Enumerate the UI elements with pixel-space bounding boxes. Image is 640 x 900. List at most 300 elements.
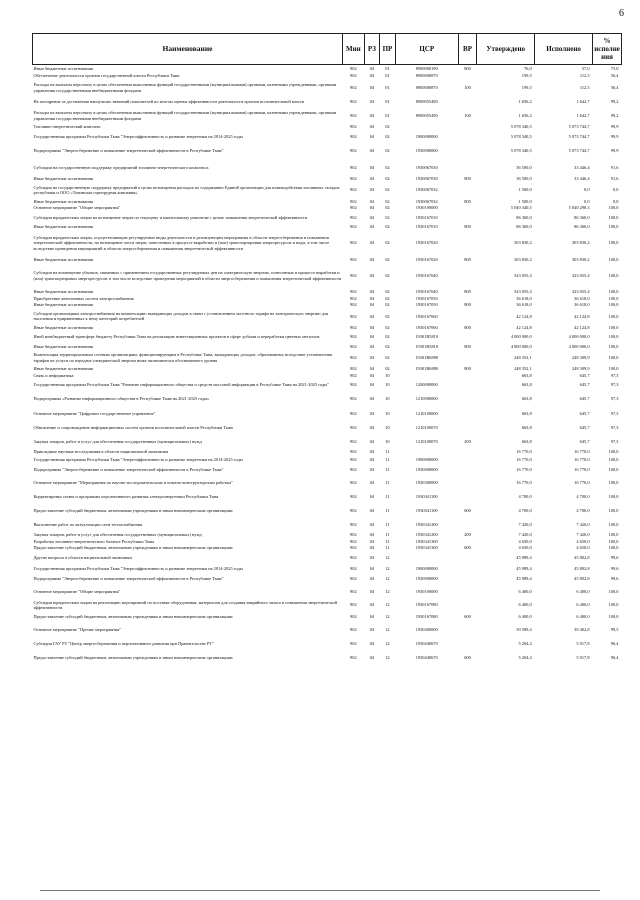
table-row bbox=[33, 205, 622, 212]
table-row bbox=[33, 623, 622, 637]
cell-csr: 8900055490 bbox=[415, 112, 438, 118]
cell-percent: 100,0 bbox=[608, 343, 619, 349]
table-row bbox=[33, 517, 622, 531]
cell-pr: 12 bbox=[385, 566, 390, 572]
cell-pr: 02 bbox=[385, 240, 390, 246]
cell-percent: 100,0 bbox=[608, 256, 619, 262]
cell-name: Иные бюджетные ассигнования bbox=[33, 289, 93, 295]
cell-pr: 02 bbox=[385, 148, 390, 154]
cell-name: Субсидии на государственную поддержку предприятий топливно-энергетического комплекса bbox=[33, 164, 209, 170]
cell-percent: 75,0 bbox=[610, 65, 619, 71]
cell-executed: 4 650,0 bbox=[576, 545, 590, 551]
cell-pr: 11 bbox=[385, 538, 390, 544]
cell-csr: 1930341300 bbox=[415, 538, 438, 544]
table-row bbox=[33, 80, 622, 96]
cell-approved: 86 360,0 bbox=[516, 223, 532, 229]
cell-name: Основное мероприятие "Цифровое государственное управление" bbox=[33, 411, 156, 417]
cell-percent: 100,0 bbox=[608, 449, 619, 455]
table-row bbox=[33, 435, 622, 449]
cell-min: 902 bbox=[350, 456, 357, 462]
cell-min: 902 bbox=[350, 198, 357, 204]
cell-approved: 5 204,4 bbox=[518, 641, 532, 647]
cell-rz: 04 bbox=[369, 133, 375, 139]
cell-min: 902 bbox=[350, 466, 357, 472]
cell-approved: 1 500,0 bbox=[518, 198, 532, 204]
cell-name: Иной межбюджетный трансферт бюджету Республики Тыва на реализацию инвестиционных проектов в сфере добычи и переработки цветных металлов bbox=[33, 334, 320, 340]
cell-pr: 12 bbox=[385, 614, 390, 620]
cell-approved: 7 420,0 bbox=[518, 521, 532, 527]
table-row bbox=[33, 449, 622, 456]
cell-executed: 45 802,8 bbox=[574, 555, 590, 561]
cell-rz: 04 bbox=[369, 256, 375, 262]
cell-min: 902 bbox=[350, 396, 357, 402]
table-row bbox=[33, 263, 622, 289]
cell-rz: 04 bbox=[369, 396, 375, 402]
cell-rz: 04 bbox=[369, 205, 375, 211]
cell-min: 902 bbox=[350, 655, 357, 661]
table-row bbox=[33, 391, 622, 407]
cell-executed: 16 770,0 bbox=[574, 449, 590, 455]
cell-csr: 1930100000 bbox=[415, 589, 438, 595]
cell-name: Основное мероприятие "Мероприятия по научно-исследовательским и опытно-конструкторским работам" bbox=[33, 479, 233, 485]
cell-pr: 02 bbox=[385, 289, 390, 295]
table-row bbox=[33, 421, 622, 435]
cell-csr: 1930067030 bbox=[415, 164, 438, 170]
cell-name: Другие вопросы в области национальной экономики bbox=[33, 555, 132, 561]
cell-percent: 99,6 bbox=[610, 566, 619, 572]
cell-name: Иные бюджетные ассигнования bbox=[33, 343, 93, 349]
cell-vr bbox=[458, 230, 477, 256]
cell-min: 902 bbox=[350, 366, 357, 372]
cell-percent: 91,6 bbox=[610, 164, 619, 170]
cell-name: Расходы на выплаты персоналу в целях обеспечения выполнения функций государственными (муниципальными) органами, казенными учреждениями, органами управления государственными внебюджетными фондами bbox=[33, 82, 337, 93]
cell-name: Топливно-энергетический комплекс bbox=[33, 124, 101, 130]
cell-pr: 02 bbox=[385, 198, 390, 204]
cell-name: Подпрограмма «Развитие информационного общества в Республике Тыва на 2021-2025 годы» bbox=[33, 396, 210, 402]
cell-approved: 303 830,2 bbox=[514, 256, 532, 262]
cell-approved: 248 352,1 bbox=[514, 354, 532, 360]
cell-executed: 7 420,0 bbox=[576, 531, 590, 537]
table-row bbox=[33, 176, 622, 183]
cell-percent: 100,0 bbox=[608, 295, 619, 301]
cell-executed: 248 309,9 bbox=[571, 354, 590, 360]
cell-min: 902 bbox=[350, 614, 357, 620]
table-row bbox=[33, 573, 622, 585]
cell-executed: 645,7 bbox=[579, 425, 590, 431]
cell-csr: 1200000000 bbox=[415, 382, 438, 388]
cell-vr: 600 bbox=[464, 655, 471, 661]
cell-min: 902 bbox=[350, 313, 357, 319]
cell-vr bbox=[458, 160, 477, 176]
cell-approved: 16 770,0 bbox=[516, 479, 532, 485]
cell-csr: 1930167050 bbox=[415, 295, 438, 301]
cell-min: 902 bbox=[350, 493, 357, 499]
cell-approved: 663,8 bbox=[521, 396, 532, 402]
cell-executed: 645,7 bbox=[579, 439, 590, 445]
cell-vr bbox=[458, 263, 477, 289]
table-row bbox=[33, 463, 622, 475]
cell-rz: 04 bbox=[369, 576, 375, 582]
cell-percent: 99,2 bbox=[610, 112, 619, 118]
cell-vr bbox=[458, 372, 477, 379]
cell-pr: 02 bbox=[385, 214, 390, 220]
cell-pr: 12 bbox=[385, 641, 390, 647]
cell-name: Государственная программа Республики Тыва "Развитие информационного общества и средств массовой информации в Республике Тыва на 2021-2025 годы" bbox=[33, 382, 329, 388]
cell-vr: 800 bbox=[464, 65, 471, 71]
header-csr: ЦСР bbox=[395, 34, 458, 65]
cell-rz: 04 bbox=[369, 493, 375, 499]
cell-percent: 99,5 bbox=[610, 627, 619, 633]
cell-executed: 645,7 bbox=[579, 382, 590, 388]
table-row bbox=[33, 198, 622, 205]
cell-approved: 4 000 000,0 bbox=[510, 334, 532, 340]
cell-name: Государственная программа Республики Тыва "Энергоэффективность и развитие энергетики на 2014-2025 годы bbox=[33, 133, 243, 139]
cell-approved: 303 830,2 bbox=[514, 240, 532, 246]
cell-csr: 1210000000 bbox=[415, 396, 438, 402]
cell-name: Предоставление субсидий бюджетным, автономным учреждениям и иным некоммерческим организациям bbox=[33, 655, 233, 661]
cell-vr bbox=[458, 407, 477, 421]
cell-vr bbox=[458, 421, 477, 435]
cell-vr bbox=[458, 475, 477, 489]
cell-name: Предоставление субсидий бюджетным, автономным учреждениям и иным некоммерческим организациям bbox=[33, 507, 233, 513]
cell-min: 902 bbox=[350, 538, 357, 544]
cell-min: 902 bbox=[350, 65, 357, 71]
cell-min: 902 bbox=[350, 256, 357, 262]
cell-percent: 0,0 bbox=[613, 187, 619, 193]
cell-pr: 02 bbox=[385, 295, 390, 301]
cell-percent: 96,4 bbox=[610, 655, 619, 661]
cell-executed: 323 055,4 bbox=[571, 289, 590, 295]
cell-min: 902 bbox=[350, 164, 357, 170]
cell-name: Выполнение работ по актуализации схем теплоснабжения bbox=[33, 521, 143, 527]
cell-vr: 800 bbox=[464, 256, 471, 262]
cell-name: Закупка товаров, работ и услуг для обеспечения государственных (муниципальных) нужд bbox=[33, 439, 202, 445]
cell-vr bbox=[458, 72, 477, 80]
cell-pr: 02 bbox=[385, 272, 390, 278]
cell-csr: 1930167080 bbox=[415, 614, 438, 620]
cell-approved: 36 618,0 bbox=[516, 302, 532, 308]
header-name: Наименование bbox=[33, 34, 343, 65]
cell-name: Иные бюджетные ассигнования bbox=[33, 176, 93, 182]
cell-csr: 1930167020 bbox=[415, 256, 438, 262]
cell-min: 902 bbox=[350, 302, 357, 308]
cell-rz: 04 bbox=[369, 176, 375, 182]
cell-approved: 1 656,2 bbox=[518, 98, 532, 104]
cell-percent: 100,0 bbox=[608, 614, 619, 620]
cell-executed: 112,5 bbox=[579, 72, 590, 78]
table-row bbox=[33, 538, 622, 545]
table-row bbox=[33, 565, 622, 573]
table-row bbox=[33, 182, 622, 198]
cell-csr: 1930067030 bbox=[415, 176, 438, 182]
cell-approved: 6 400,0 bbox=[518, 589, 532, 595]
cell-csr: 1930167040 bbox=[415, 289, 438, 295]
cell-rz: 04 bbox=[369, 112, 375, 118]
cell-min: 902 bbox=[350, 439, 357, 445]
cell-min: 902 bbox=[350, 627, 357, 633]
cell-name: Субсидии юридическим лицам на возмещение затрат по текущему и капитальному ремонтам с целью повышения энергетической эффективности bbox=[33, 214, 308, 220]
cell-executed: 6 400,0 bbox=[576, 602, 590, 608]
cell-vr bbox=[458, 391, 477, 407]
cell-min: 902 bbox=[350, 295, 357, 301]
cell-min: 902 bbox=[350, 566, 357, 572]
cell-vr: 800 bbox=[464, 366, 471, 372]
cell-pr: 11 bbox=[385, 531, 390, 537]
cell-approved: 5 204,4 bbox=[518, 655, 532, 661]
table-row bbox=[33, 350, 622, 366]
cell-csr: 1210100070 bbox=[415, 425, 438, 431]
cell-pr: 11 bbox=[385, 456, 390, 462]
cell-approved: 1 500,0 bbox=[518, 187, 532, 193]
cell-executed: 0,0 bbox=[584, 187, 590, 193]
cell-percent: 100,0 bbox=[608, 313, 619, 319]
cell-executed: 645,7 bbox=[579, 396, 590, 402]
table-row bbox=[33, 124, 622, 131]
cell-csr: 1930167020 bbox=[415, 240, 438, 246]
cell-pr: 10 bbox=[385, 439, 390, 445]
table-row bbox=[33, 651, 622, 665]
table-row bbox=[33, 331, 622, 343]
cell-csr: 1930300000 bbox=[415, 479, 438, 485]
cell-pr: 02 bbox=[385, 354, 390, 360]
cell-csr: 8900000870 bbox=[415, 72, 438, 78]
table-row bbox=[33, 324, 622, 331]
cell-csr: 1930167060 bbox=[415, 313, 438, 319]
cell-executed: 36 618,0 bbox=[574, 295, 590, 301]
cell-rz: 04 bbox=[369, 98, 375, 104]
cell-rz: 04 bbox=[369, 354, 375, 360]
cell-rz: 04 bbox=[369, 602, 375, 608]
cell-rz: 04 bbox=[369, 272, 375, 278]
cell-min: 902 bbox=[350, 411, 357, 417]
cell-min: 902 bbox=[350, 187, 357, 193]
cell-approved: 323 055,4 bbox=[514, 272, 532, 278]
table-row bbox=[33, 372, 622, 379]
cell-pr: 10 bbox=[385, 396, 390, 402]
table-row bbox=[33, 143, 622, 160]
cell-pr: 11 bbox=[385, 507, 390, 513]
cell-csr: 1930167010 bbox=[415, 223, 438, 229]
cell-vr: 600 bbox=[464, 507, 471, 513]
cell-csr: 1900000000 bbox=[415, 133, 438, 139]
cell-rz: 04 bbox=[369, 72, 375, 78]
cell-pr: 02 bbox=[385, 324, 390, 330]
cell-approved: 36 618,0 bbox=[516, 295, 532, 301]
cell-pr: 12 bbox=[385, 602, 390, 608]
cell-csr bbox=[395, 449, 458, 456]
cell-name: Корректировка схемы и программы перспективного развития электроэнергетики Республики Тыва bbox=[33, 493, 219, 499]
table-row bbox=[33, 72, 622, 80]
cell-percent: 100,0 bbox=[608, 602, 619, 608]
cell-percent: 100,0 bbox=[608, 507, 619, 513]
cell-approved: 248 352,1 bbox=[514, 366, 532, 372]
cell-rz: 04 bbox=[369, 466, 375, 472]
cell-rz: 04 bbox=[369, 324, 375, 330]
cell-percent: 100,0 bbox=[608, 456, 619, 462]
cell-csr: 1930400000 bbox=[415, 627, 438, 633]
cell-name: Иные бюджетные ассигнования bbox=[33, 256, 93, 262]
cell-executed: 5 073 744,7 bbox=[568, 124, 590, 130]
cell-approved: 199,5 bbox=[521, 84, 532, 90]
table-row bbox=[33, 551, 622, 565]
cell-percent: 100,0 bbox=[608, 531, 619, 537]
cell-executed: 4 650,0 bbox=[576, 538, 590, 544]
cell-vr bbox=[458, 205, 477, 212]
cell-name: Подпрограмма "Энергосбережение и повышение энергетической эффективности в Республике Тыва" bbox=[33, 466, 224, 472]
cell-executed: 16 770,0 bbox=[574, 479, 590, 485]
cell-percent: 100,0 bbox=[608, 289, 619, 295]
cell-rz: 04 bbox=[369, 627, 375, 633]
header-vr: ВР bbox=[458, 34, 477, 65]
cell-name: Основное мероприятие "Общие мероприятия" bbox=[33, 589, 121, 595]
cell-csr: 1930000000 bbox=[415, 466, 438, 472]
cell-min: 902 bbox=[350, 176, 357, 182]
cell-csr bbox=[395, 124, 458, 131]
table-row bbox=[33, 585, 622, 599]
header-percent: % исполне ния bbox=[593, 34, 622, 65]
cell-approved: 16 770,0 bbox=[516, 449, 532, 455]
cell-approved: 16 770,0 bbox=[516, 456, 532, 462]
cell-approved: 4 700,0 bbox=[518, 507, 532, 513]
cell-vr: 800 bbox=[464, 343, 471, 349]
cell-csr: 19301R6880 bbox=[415, 366, 439, 372]
cell-pr: 02 bbox=[385, 313, 390, 319]
cell-rz: 04 bbox=[369, 334, 375, 340]
cell-pr: 10 bbox=[385, 372, 390, 378]
cell-pr: 02 bbox=[385, 205, 390, 211]
cell-csr: 1930167060 bbox=[415, 324, 438, 330]
table-row bbox=[33, 295, 622, 302]
table-row bbox=[33, 599, 622, 611]
cell-vr bbox=[458, 211, 477, 223]
header-executed: Исполнено bbox=[535, 34, 593, 65]
header-rz: РЗ bbox=[364, 34, 380, 65]
cell-pr: 12 bbox=[385, 589, 390, 595]
cell-pr: 01 bbox=[385, 65, 390, 71]
cell-vr bbox=[458, 143, 477, 160]
cell-pr: 11 bbox=[385, 521, 390, 527]
cell-csr: 1930167040 bbox=[415, 272, 438, 278]
cell-vr bbox=[458, 637, 477, 651]
page-number: 6 bbox=[619, 8, 624, 19]
cell-percent: 99,2 bbox=[610, 98, 619, 104]
cell-approved: 45 989,4 bbox=[516, 566, 532, 572]
cell-min: 902 bbox=[350, 334, 357, 340]
cell-percent: 97,3 bbox=[610, 396, 619, 402]
cell-rz: 04 bbox=[369, 65, 375, 71]
cell-pr: 02 bbox=[385, 343, 390, 349]
cell-pr: 02 bbox=[385, 366, 390, 372]
cell-executed: 57,0 bbox=[581, 65, 590, 71]
cell-csr: 1930341200 bbox=[415, 521, 438, 527]
cell-pr: 02 bbox=[385, 302, 390, 308]
cell-vr: 200 bbox=[464, 439, 471, 445]
cell-executed: 4 700,0 bbox=[576, 507, 590, 513]
cell-approved: 7 420,0 bbox=[518, 531, 532, 537]
cell-approved: 5 040 340,5 bbox=[510, 205, 532, 211]
table-row bbox=[33, 302, 622, 309]
cell-executed: 6 400,0 bbox=[576, 614, 590, 620]
cell-executed: 112,5 bbox=[579, 84, 590, 90]
cell-approved: 4 700,0 bbox=[518, 493, 532, 499]
cell-approved: 45 989,4 bbox=[516, 555, 532, 561]
cell-csr: 1930067032 bbox=[415, 198, 438, 204]
header-approved: Утверждено bbox=[477, 34, 535, 65]
cell-executed: 323 055,4 bbox=[571, 272, 590, 278]
cell-rz: 04 bbox=[369, 295, 375, 301]
cell-pr: 11 bbox=[385, 479, 390, 485]
cell-csr: 1930067032 bbox=[415, 187, 438, 193]
cell-executed: 248 309,9 bbox=[571, 366, 590, 372]
cell-csr: 1210100070 bbox=[415, 439, 438, 445]
cell-executed: 42 124,8 bbox=[574, 313, 590, 319]
cell-vr: 800 bbox=[464, 289, 471, 295]
cell-csr: 1930000000 bbox=[415, 576, 438, 582]
cell-rz: 04 bbox=[369, 507, 375, 513]
cell-percent: 99,9 bbox=[610, 133, 619, 139]
cell-rz: 04 bbox=[369, 655, 375, 661]
cell-rz: 04 bbox=[369, 531, 375, 537]
cell-approved: 6 400,0 bbox=[518, 602, 532, 608]
cell-percent: 100,0 bbox=[608, 538, 619, 544]
cell-executed: 45 802,8 bbox=[574, 566, 590, 572]
cell-rz: 04 bbox=[369, 641, 375, 647]
cell-vr bbox=[458, 131, 477, 143]
cell-percent: 100,0 bbox=[608, 545, 619, 551]
cell-min: 902 bbox=[350, 205, 357, 211]
cell-csr: 1930167080 bbox=[415, 602, 438, 608]
cell-percent: 97,3 bbox=[610, 425, 619, 431]
cell-approved: 5 078 340,5 bbox=[510, 148, 532, 154]
cell-min: 902 bbox=[350, 124, 357, 130]
cell-vr bbox=[458, 565, 477, 573]
cell-name: Закупка товаров, работ и услуг для обеспечения государственных (муниципальных) нужд bbox=[33, 531, 202, 537]
cell-min: 902 bbox=[350, 343, 357, 349]
cell-vr bbox=[458, 350, 477, 366]
cell-min: 902 bbox=[350, 133, 357, 139]
cell-rz: 04 bbox=[369, 614, 375, 620]
cell-percent: 99,6 bbox=[610, 576, 619, 582]
cell-rz: 04 bbox=[369, 555, 375, 561]
cell-rz: 04 bbox=[369, 372, 375, 378]
cell-csr: 1930000000 bbox=[415, 148, 438, 154]
cell-vr bbox=[458, 599, 477, 611]
cell-pr: 01 bbox=[385, 72, 390, 78]
cell-name: Основное мероприятие "Общие мероприятия" bbox=[33, 205, 121, 211]
cell-csr: 19301R5810 bbox=[415, 334, 439, 340]
cell-rz: 04 bbox=[369, 545, 375, 551]
cell-percent: 100,0 bbox=[608, 354, 619, 360]
table-row bbox=[33, 223, 622, 230]
cell-min: 902 bbox=[350, 589, 357, 595]
cell-rz: 04 bbox=[369, 382, 375, 388]
cell-csr: 1930100000 bbox=[415, 205, 438, 211]
cell-min: 902 bbox=[350, 531, 357, 537]
cell-name: Субсидии юридическим лицам, осуществляющим регулируемые виды деятельности и реализующим мероприятия в области энергосбережения и повышения энергетической эффективности, на возмещение части затрат, понесенных в процессе выработки и (или) транспортировки энергоресурсов и воды, в том числе вследствие проведения мероприятий в области энергосбережения и повышения энергетической эффективности bbox=[33, 234, 330, 251]
cell-percent: 100,0 bbox=[608, 324, 619, 330]
cell-rz: 04 bbox=[369, 343, 375, 349]
cell-approved: 663,8 bbox=[521, 382, 532, 388]
table-row bbox=[33, 489, 622, 503]
cell-pr: 02 bbox=[385, 124, 390, 130]
cell-csr: 8900055490 bbox=[415, 98, 438, 104]
cell-min: 902 bbox=[350, 449, 357, 455]
cell-vr bbox=[458, 623, 477, 637]
cell-rz: 04 bbox=[369, 366, 375, 372]
cell-approved: 45 989,4 bbox=[516, 576, 532, 582]
cell-csr: 1930341100 bbox=[415, 493, 438, 499]
cell-name: Иные бюджетные ассигнования bbox=[33, 302, 93, 308]
